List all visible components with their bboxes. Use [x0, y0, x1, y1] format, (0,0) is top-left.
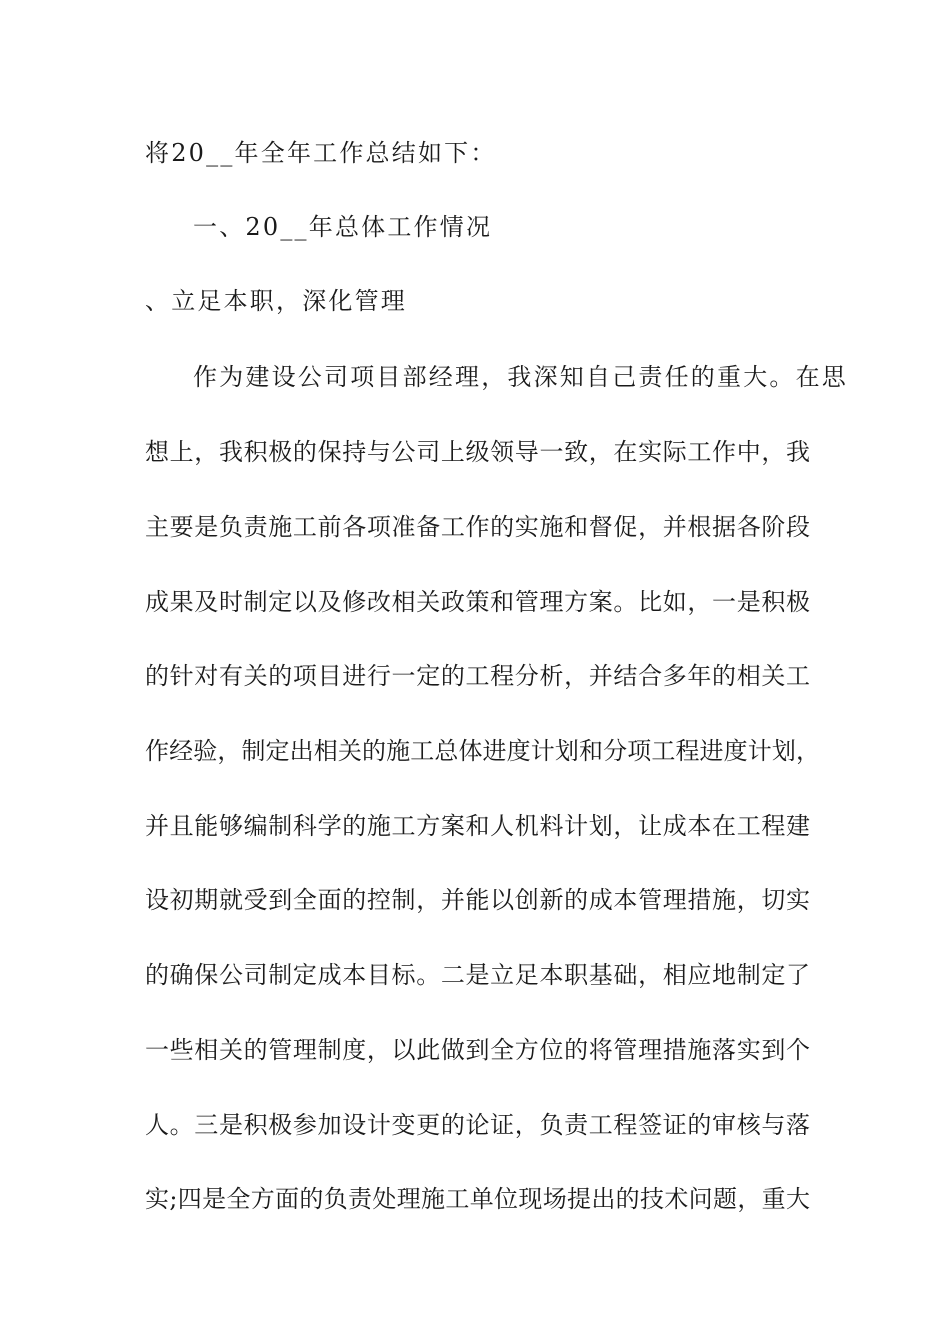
paragraph-line: 并且能够编制科学的施工方案和人机料计划，让成本在工程建 — [145, 812, 810, 840]
paragraph-line: 成果及时制定以及修改相关政策和管理方案。比如，一是积极 — [145, 588, 810, 616]
paragraph-line: 想上，我积极的保持与公司上级领导一致，在实际工作中，我 — [145, 438, 810, 466]
paragraph-line: 作经验，制定出相关的施工总体进度计划和分项工程进度计划， — [145, 737, 820, 765]
paragraph-line: 实;四是全方面的负责处理施工单位现场提出的技术问题，重大 — [145, 1185, 810, 1213]
paragraph-line: 作为建设公司项目部经理，我深知自己责任的重大。在思 — [193, 363, 848, 391]
paragraph-line: 一些相关的管理制度，以此做到全方位的将管理措施落实到个 — [145, 1036, 810, 1064]
paragraph-line: 的针对有关的项目进行一定的工程分析，并结合多年的相关工 — [145, 662, 810, 690]
subsection-heading: 、立足本职，深化管理 — [145, 287, 407, 315]
paragraph-line: 人。三是积极参加设计变更的论证，负责工程签证的审核与落 — [145, 1111, 810, 1139]
paragraph-line: 设初期就受到全面的控制，并能以创新的成本管理措施，切实 — [145, 886, 810, 914]
section-heading: 一、20__年总体工作情况 — [193, 213, 493, 241]
paragraph-line: 的确保公司制定成本目标。二是立足本职基础，相应地制定了 — [145, 961, 810, 989]
summary-intro-line: 将20__年全年工作总结如下： — [145, 139, 497, 167]
paragraph-line: 主要是负责施工前各项准备工作的实施和督促，并根据各阶段 — [145, 513, 810, 541]
